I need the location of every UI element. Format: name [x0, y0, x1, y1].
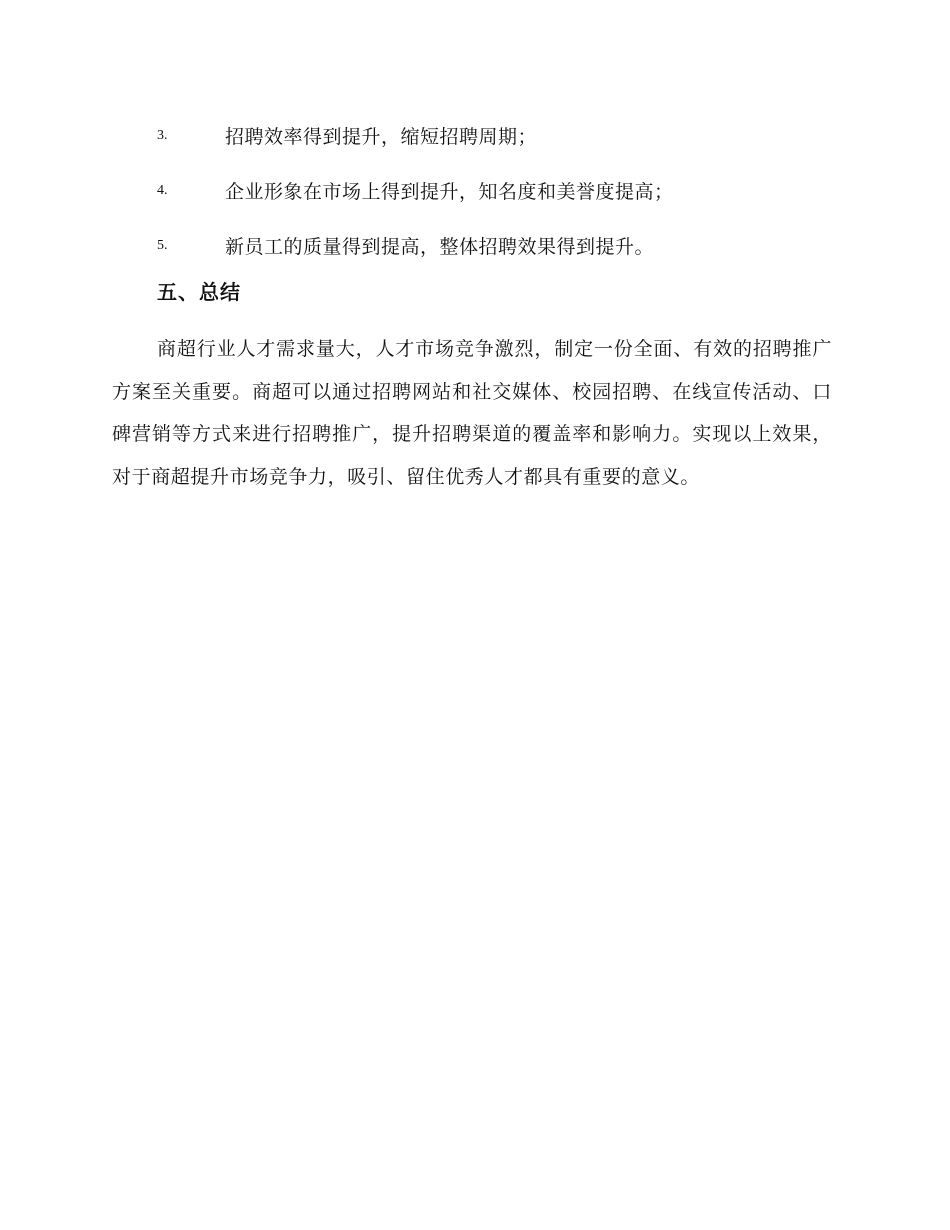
numbered-list	[157, 108, 857, 273]
list-item	[157, 163, 857, 218]
section-heading: 五、总结	[157, 280, 241, 304]
list-item-text: 招聘效率得到提升，缩短招聘周期；	[225, 126, 538, 148]
list-item	[157, 218, 857, 273]
list-item-number: 4.	[157, 182, 168, 198]
list-item	[157, 108, 857, 163]
list-item-number: 3.	[157, 127, 168, 143]
list-item-text: 企业形象在市场上得到提升，知名度和美誉度提高；	[225, 181, 674, 203]
list-item-number: 5.	[157, 237, 168, 253]
list-item-text: 新员工的质量得到提高，整体招聘效果得到提升。	[225, 236, 655, 258]
summary-paragraph: 商超行业人才需求量大，人才市场竞争激烈，制定一份全面、有效的招聘推广方案至关重要。商超可以通过招聘网站和社交媒体、校园招聘、在线宣传活动、口碑营销等方式来进行招聘推广，提升招聘渠道的覆盖率和影响力。实现以上效果，对于商超提升市场竞争力，吸引、留住优秀人才都具有重要的意义。	[112, 338, 832, 488]
